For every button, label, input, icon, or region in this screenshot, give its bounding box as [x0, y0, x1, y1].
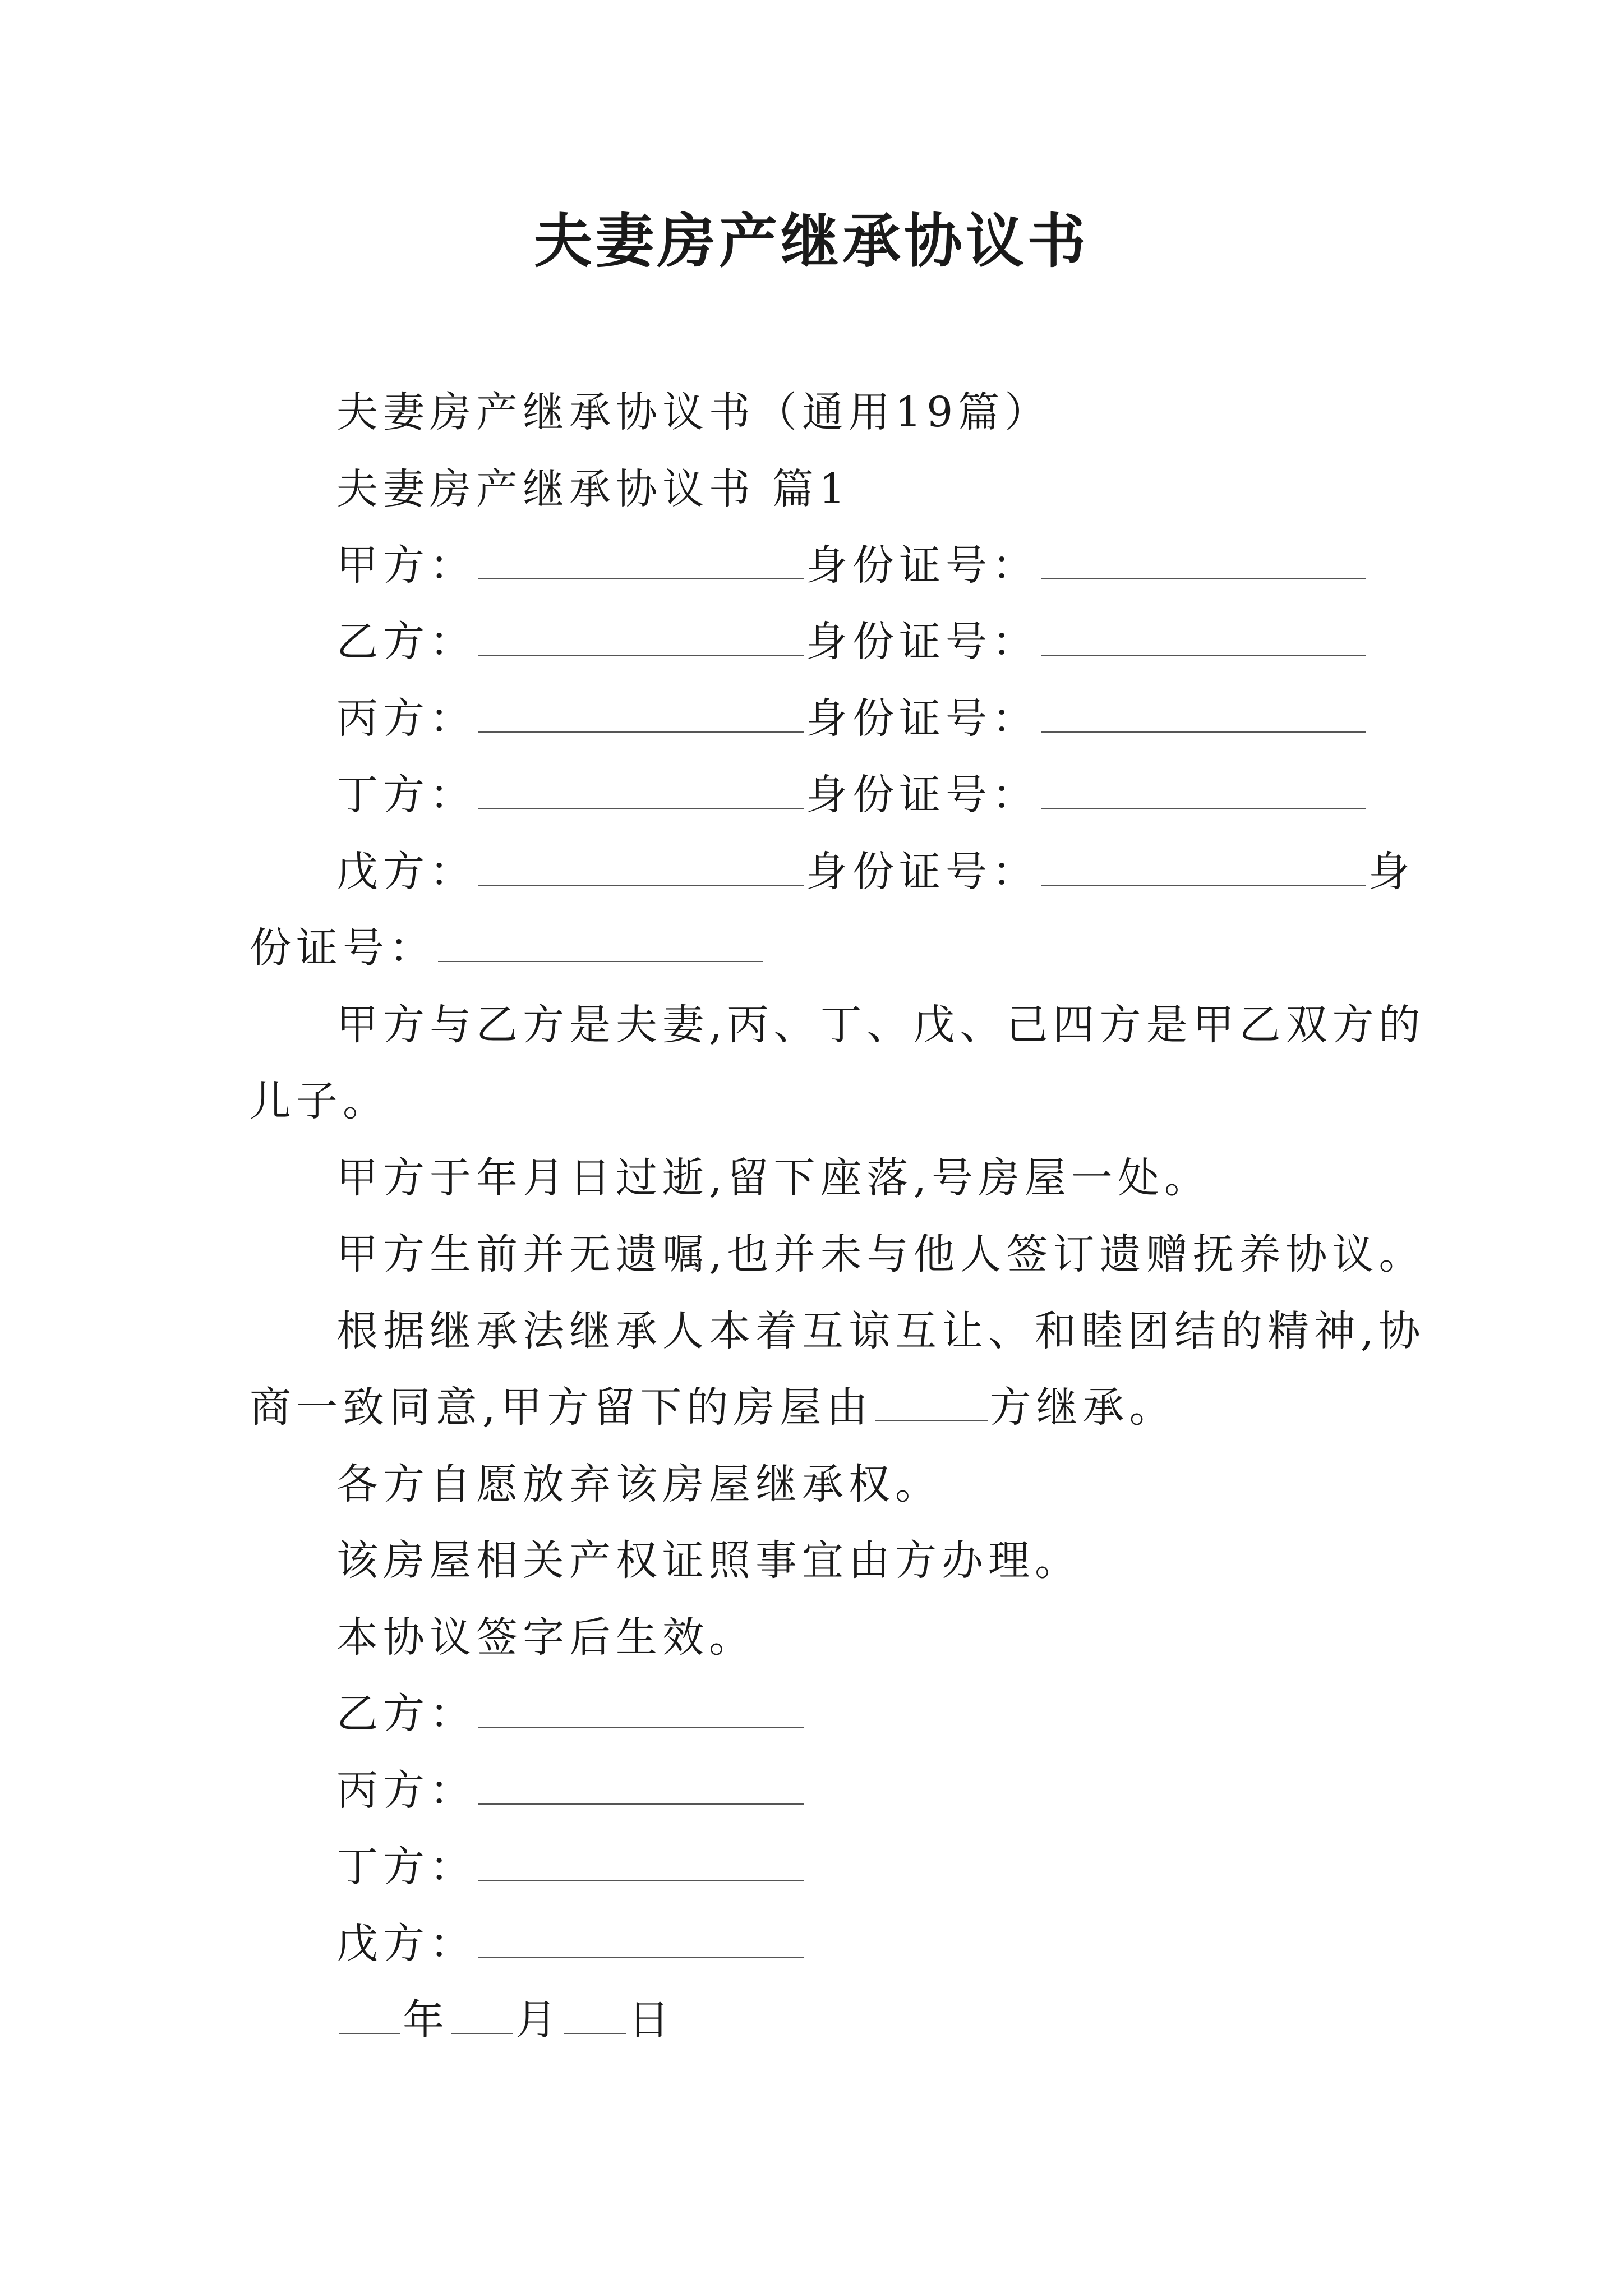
- id-label: 身份证号：: [806, 694, 1039, 743]
- signature-label: 乙方：: [336, 1690, 476, 1738]
- day-blank: [564, 1997, 626, 2034]
- signature-label: 戊方：: [336, 1920, 476, 1968]
- signature-blank: [478, 1844, 804, 1881]
- signature-blank: [478, 1768, 804, 1805]
- party-line-yi: [336, 614, 1368, 670]
- para-agreement-text-a: 商一致同意,甲方留下的房屋由: [250, 1383, 873, 1432]
- signature-wu: [336, 1916, 806, 1972]
- document-title: 夫妻房产继承协议书: [533, 206, 1089, 275]
- id-label: 身份证号：: [806, 848, 1039, 896]
- id-blank: [1041, 542, 1366, 579]
- id-label: 身份证号：: [806, 618, 1039, 666]
- name-blank: [478, 772, 804, 809]
- id-blank: [1041, 849, 1366, 886]
- trailing-id-line: [250, 920, 766, 976]
- party-label: 丙方：: [336, 694, 476, 743]
- section-heading-number: 篇1: [772, 465, 851, 513]
- party-label: 丁方：: [336, 771, 476, 819]
- party-line-ding: [336, 767, 1368, 823]
- name-blank: [478, 542, 804, 579]
- document-subtitle: 夫妻房产继承协议书（通用19篇）: [336, 388, 1052, 436]
- id-blank: [438, 925, 763, 962]
- date-year: 年: [403, 1996, 449, 2044]
- para-relationship-line-1: 甲方与乙方是夫妻,丙、丁、戊、己四方是甲乙双方的: [336, 1001, 1426, 1049]
- signature-label: 丁方：: [336, 1843, 476, 1891]
- heir-blank: [875, 1384, 988, 1421]
- signature-blank: [478, 1921, 804, 1958]
- signature-label: 丙方：: [336, 1766, 476, 1815]
- party-label: 乙方：: [336, 618, 476, 666]
- trailing-id-label: 份证号：: [250, 924, 436, 972]
- para-waive: 各方自愿放弃该房屋继承权。: [336, 1460, 942, 1508]
- id-label: 身份证号：: [806, 771, 1039, 819]
- date-day: 日: [628, 1996, 675, 2044]
- party-line-bing: [336, 691, 1368, 747]
- para-no-will: 甲方生前并无遗嘱,也并未与他人签订遗赠抚养协议。: [336, 1230, 1426, 1278]
- id-blank: [1041, 619, 1366, 656]
- name-blank: [478, 619, 804, 656]
- trailing-id-char: 身: [1368, 848, 1415, 896]
- signature-blank: [478, 1691, 804, 1728]
- party-label: 甲方：: [336, 541, 476, 590]
- date-month: 月: [515, 1996, 562, 2044]
- signature-yi: [336, 1686, 806, 1742]
- id-blank: [1041, 696, 1366, 733]
- name-blank: [478, 696, 804, 733]
- party-label: 戊方：: [336, 848, 476, 896]
- para-agreement-line-1: 根据继承法继承人本着互谅互让、和睦团结的精神,协: [336, 1307, 1426, 1355]
- section-heading-name: 夫妻房产继承协议书: [336, 465, 755, 513]
- para-effective: 本协议签字后生效。: [336, 1613, 755, 1662]
- id-label: 身份证号：: [806, 541, 1039, 590]
- para-agreement-line-2: [250, 1379, 1176, 1435]
- month-blank: [451, 1997, 513, 2034]
- party-line-jia: [336, 537, 1368, 593]
- party-line-wu: [336, 844, 1415, 900]
- section-heading: [336, 461, 850, 517]
- signature-ding: [336, 1839, 806, 1895]
- para-relationship-line-2: 儿子。: [250, 1077, 389, 1125]
- para-death: 甲方于年月日过逝,留下座落,号房屋一处。: [336, 1154, 1211, 1202]
- para-agreement-text-b: 方继承。: [989, 1383, 1176, 1432]
- para-certificate: 该房屋相关产权证照事宜由方办理。: [336, 1536, 1081, 1585]
- date-line: [336, 1992, 675, 2048]
- year-blank: [339, 1997, 400, 2034]
- signature-bing: [336, 1763, 806, 1819]
- id-blank: [1041, 772, 1366, 809]
- name-blank: [478, 849, 804, 886]
